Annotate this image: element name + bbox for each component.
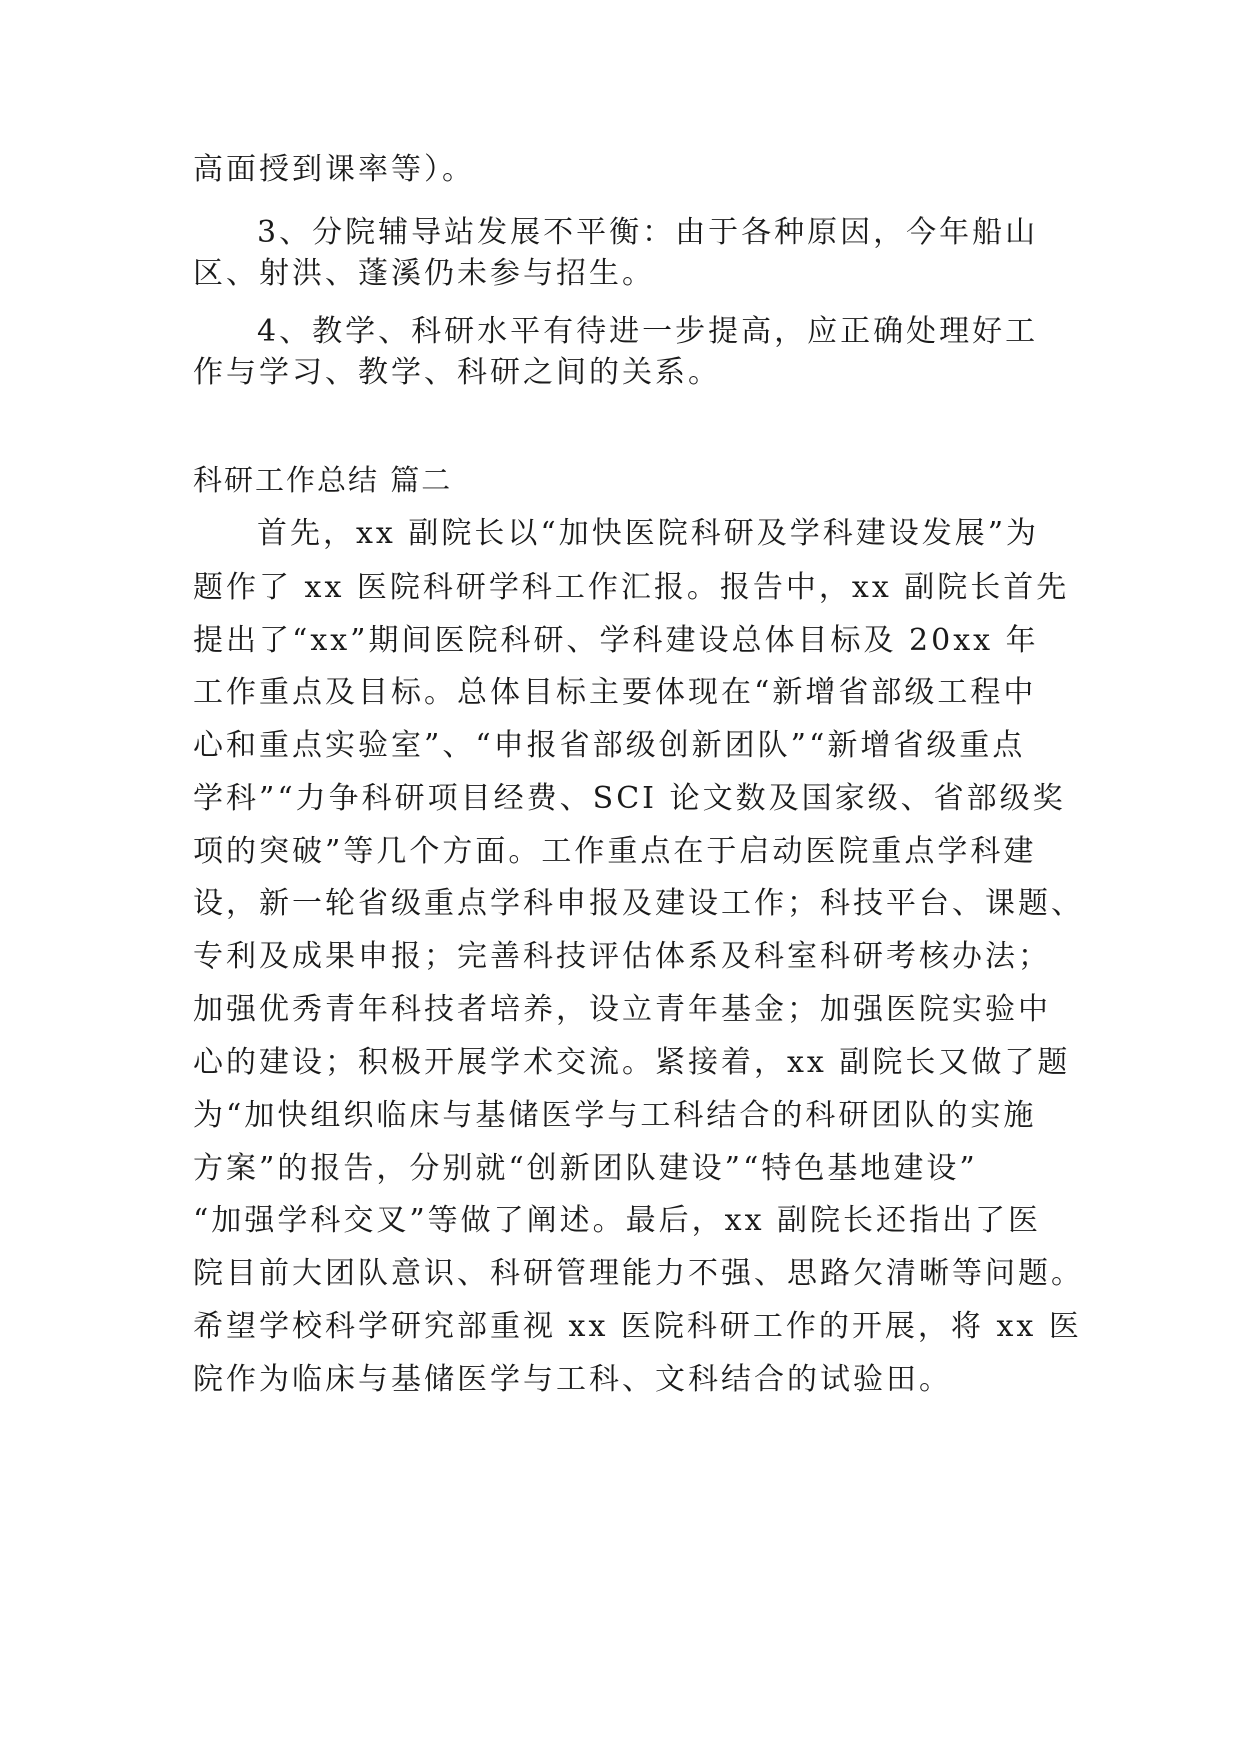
paragraph-line: 方案”的报告，分别就“创新团队建设”“特色基地建设” — [193, 1151, 978, 1186]
paragraph-line: 工作重点及目标。总体目标主要体现在“新增省部级工程中 — [193, 675, 1037, 710]
paragraph-line: 设，新一轮省级重点学科申报及建设工作；科技平台、课题、 — [193, 886, 1084, 921]
paragraph-line: 心和重点实验室”、“申报省部级创新团队”“新增省级重点 — [193, 728, 1026, 763]
paragraph-line: 加强优秀青年科技者培养，设立青年基金；加强医院实验中 — [193, 992, 1051, 1027]
paragraph-line: “加强学科交叉”等做了阐述。最后，xx 副院长还指出了医 — [193, 1203, 1042, 1238]
paragraph-line: 首先，xx 副院长以“加快医院科研及学科建设发展”为 — [257, 516, 1040, 551]
list-item-3-line-2: 区、射洪、蓬溪仍未参与招生。 — [193, 256, 655, 291]
paragraph-line: 学科”“力争科研项目经费、SCI 论文数及国家级、省部级奖 — [193, 781, 1066, 816]
paragraph-line: 提出了“xx”期间医院科研、学科建设总体目标及 20xx 年 — [193, 623, 1039, 658]
paragraph-line: 心的建设；积极开展学术交流。紧接着，xx 副院长又做了题 — [193, 1045, 1071, 1080]
paragraph-line: 题作了 xx 医院科研学科工作汇报。报告中，xx 副院长首先 — [193, 570, 1070, 605]
list-item-4-line-1: 4、教学、科研水平有待进一步提高，应正确处理好工 — [257, 314, 1039, 349]
list-item-3-line-1: 3、分院辅导站发展不平衡：由于各种原因，今年船山 — [257, 215, 1039, 250]
paragraph-line: 为“加快组织临床与基储医学与工科结合的科研团队的实施 — [193, 1098, 1037, 1133]
paragraph-line: 高面授到课率等）。 — [193, 152, 475, 187]
paragraph-line: 专利及成果申报；完善科技评估体系及科室科研考核办法； — [193, 939, 1051, 974]
section-heading: 科研工作总结 篇二 — [193, 463, 453, 497]
paragraph-line: 项的突破”等几个方面。工作重点在于启动医院重点学科建 — [193, 834, 1037, 869]
paragraph-line: 希望学校科学研究部重视 xx 医院科研工作的开展，将 xx 医 — [193, 1309, 1082, 1344]
paragraph-line: 院作为临床与基储医学与工科、文科结合的试验田。 — [193, 1362, 952, 1397]
list-item-4-line-2: 作与学习、教学、科研之间的关系。 — [193, 355, 721, 390]
paragraph-line: 院目前大团队意识、科研管理能力不强、思路欠清晰等问题。 — [193, 1256, 1084, 1291]
